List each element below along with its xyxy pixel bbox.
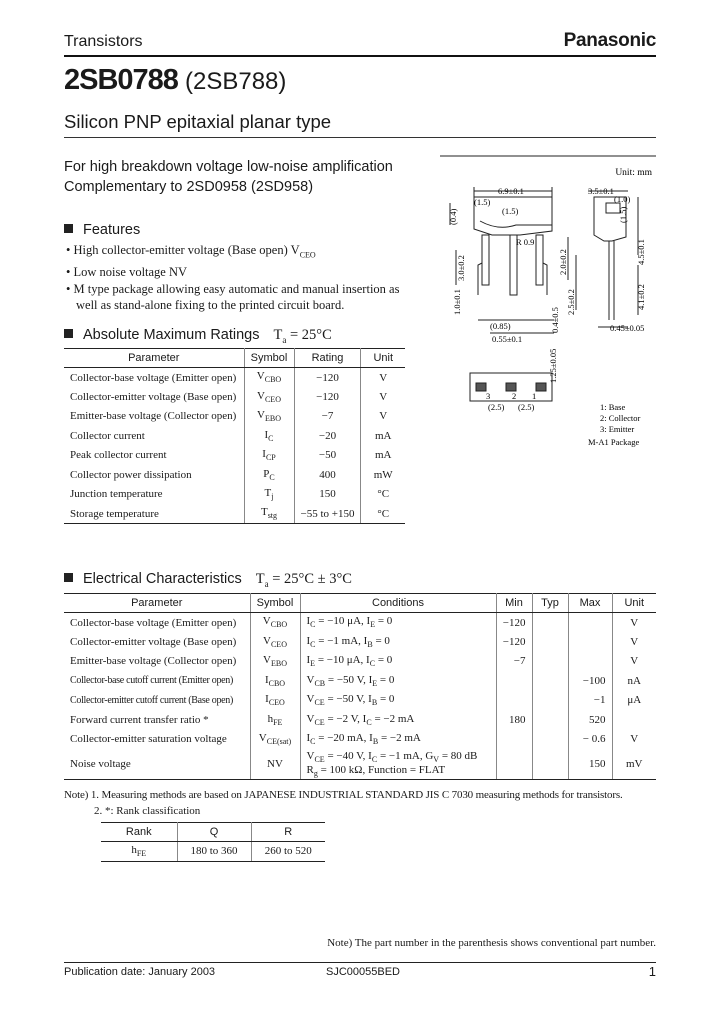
publication-date: Publication date: January 2003 xyxy=(64,966,216,978)
typ-cell xyxy=(532,632,568,652)
rank-row-label: $h_{FE}$ xyxy=(101,842,177,862)
parameter-cell: Forward current transfer ratio * xyxy=(64,710,250,730)
elec-title: Electrical Characteristics $T_a = 25^\circ C \pm 3^\circ C$ xyxy=(64,571,352,589)
symbol-cell: $V_{CBO}$ xyxy=(250,613,300,633)
svg-text:(1.5): (1.5) xyxy=(502,206,519,216)
rank-r-value: 260 to 520 xyxy=(251,842,325,862)
svg-text:(1.5): (1.5) xyxy=(474,197,491,207)
unit-cell: V xyxy=(379,410,388,423)
unit-cell: V xyxy=(630,655,639,668)
elec-condition: $T_a = 25^\circ C \pm 3^\circ C$ xyxy=(255,571,352,589)
note-1: Note) 1. Measuring methods are based on JAPANESE INDUSTRIAL STANDARD JIS C 7030 measuring methods for transistors. xyxy=(64,789,623,801)
typ-cell xyxy=(532,691,568,711)
features-title: Features xyxy=(64,222,140,238)
symbol-cell: $h_{FE}$ xyxy=(250,710,300,730)
table-row xyxy=(64,446,405,466)
rating-cell: −120 xyxy=(294,368,361,388)
symbol-cell: $I_{CP}$ xyxy=(244,446,294,466)
conditions-cell: $I_C = -10$ μA, $I_E = 0$ xyxy=(300,613,496,633)
brand-logo: Panasonic xyxy=(563,30,656,51)
typ-cell xyxy=(532,710,568,730)
table-row xyxy=(64,368,405,388)
parameter-cell: Collector-emitter saturation voltage xyxy=(64,730,250,750)
part-subtitle: Silicon PNP epitaxial planar type xyxy=(64,111,332,132)
unit-cell xyxy=(612,710,656,730)
max-cell xyxy=(568,652,612,672)
section-bullet-icon xyxy=(64,573,73,582)
parameter-cell: Storage temperature xyxy=(64,504,244,524)
part-number xyxy=(64,64,286,97)
svg-text:3: Emitter: 3: Emitter xyxy=(600,424,635,434)
typ-cell xyxy=(532,730,568,750)
symbol-cell: $V_{EBO}$ xyxy=(244,407,294,427)
max-cell: −1 xyxy=(568,691,612,711)
svg-text:2: Collector: 2: Collector xyxy=(600,413,641,423)
symbol-cell: $I_{CBO}$ xyxy=(250,671,300,691)
rank-table: Rank Q R $h_{FE}$ 180 to 360 260 to 520 xyxy=(101,822,325,862)
conditions-cell: $I_C = -20$ mA, $I_B = -2$ mA xyxy=(300,730,496,750)
svg-text:(0.4): (0.4) xyxy=(448,208,458,225)
svg-text:0.45±0.05: 0.45±0.05 xyxy=(610,323,645,333)
unit-cell: V xyxy=(630,733,639,746)
svg-text:3.0±0.2: 3.0±0.2 xyxy=(456,255,466,281)
min-cell: −7 xyxy=(496,652,532,672)
parameter-cell: Emitter-base voltage (Collector open) xyxy=(64,652,250,672)
parameter-cell: Junction temperature xyxy=(64,485,244,505)
rating-cell: 150 xyxy=(294,485,361,505)
symbol-cell: NV xyxy=(250,749,300,780)
rating-cell: −55 to +150 xyxy=(294,504,361,524)
feature-item: • High collector-emitter voltage (Base open) $V_{CEO}$ xyxy=(66,243,316,260)
section-bullet-icon xyxy=(64,329,73,338)
svg-text:(1.5): (1.5) xyxy=(618,206,628,223)
conditions-cell: $V_{CE} = -2$ V, $I_C = -2$ mA xyxy=(300,710,496,730)
parameter-cell: Collector-base voltage (Emitter open) xyxy=(64,368,244,388)
unit-cell: mW xyxy=(373,468,393,481)
svg-text:2.5±0.2: 2.5±0.2 xyxy=(566,289,576,315)
svg-text:(1.0): (1.0) xyxy=(614,194,631,204)
symbol-cell: $V_{CEO}$ xyxy=(250,632,300,652)
rating-cell: 400 xyxy=(294,465,361,485)
symbol-cell: $V_{CE(sat)}$ xyxy=(250,730,300,750)
package-outline-diagram xyxy=(428,155,658,455)
footer-note: Note) The part number in the parenthesis shows conventional part number. xyxy=(327,937,656,949)
typ-cell xyxy=(532,613,568,633)
parameter-cell: Collector power dissipation xyxy=(64,465,244,485)
features-list xyxy=(66,242,416,314)
parameter-cell: Collector-emitter voltage (Base open) xyxy=(64,632,250,652)
parameter-cell: Peak collector current xyxy=(64,446,244,466)
svg-text:4.1±0.2: 4.1±0.2 xyxy=(636,284,646,310)
symbol-cell: $V_{EBO}$ xyxy=(250,652,300,672)
svg-text:1: 1 xyxy=(532,391,537,401)
svg-text:6.9±0.1: 6.9±0.1 xyxy=(498,186,524,196)
feature-item: • M type package allowing easy automatic and manual insertion as well as stand-alone fixing to the printed circuit board. xyxy=(66,281,400,312)
svg-text:1: Base: 1: Base xyxy=(600,402,626,412)
min-cell: −120 xyxy=(496,632,532,652)
parameter-cell: Collector-emitter cutoff current (Base open) xyxy=(64,691,250,711)
min-cell xyxy=(496,749,532,780)
parameter-cell: Collector-base cutoff current (Emitter open) xyxy=(64,671,250,691)
conditions-cell: $V_{CE} = -50$ V, $I_B = 0$ xyxy=(300,691,496,711)
table-row xyxy=(64,485,405,505)
unit-cell: mA xyxy=(374,449,392,462)
conditions-cell: $V_{CB} = -50$ V, $I_E = 0$ xyxy=(300,671,496,691)
max-cell xyxy=(568,632,612,652)
rating-cell: −20 xyxy=(294,426,361,446)
typ-cell xyxy=(532,652,568,672)
table-row xyxy=(64,671,656,691)
rating-cell: −7 xyxy=(294,407,361,427)
unit-cell: μA xyxy=(627,694,642,707)
rank-q-value: 180 to 360 xyxy=(177,842,251,862)
typ-cell xyxy=(532,749,568,780)
table-row xyxy=(64,504,405,524)
table-row xyxy=(64,652,656,672)
table-row xyxy=(64,632,656,652)
svg-text:2: 2 xyxy=(512,391,517,401)
max-cell: −100 xyxy=(568,671,612,691)
symbol-cell: $I_C$ xyxy=(244,426,294,446)
table-row xyxy=(64,691,656,711)
conditions-cell: $V_{CE} = -40$ V, $I_C = -1$ mA, $G_V = 80$ dB $R_g = 100$ kΩ, Function = FLAT xyxy=(300,749,496,780)
svg-text:3.5±0.1: 3.5±0.1 xyxy=(588,186,614,196)
subtitle-rule xyxy=(64,137,656,138)
svg-text:(2.5): (2.5) xyxy=(518,402,535,412)
min-cell xyxy=(496,691,532,711)
parameter-cell: Collector current xyxy=(64,426,244,446)
max-cell: − 0.6 xyxy=(568,730,612,750)
unit-cell: V xyxy=(630,635,639,648)
parameter-cell: Emitter-base voltage (Collector open) xyxy=(64,407,244,427)
footer-rule xyxy=(64,962,656,963)
rating-cell: −120 xyxy=(294,387,361,407)
section-bullet-icon xyxy=(64,224,73,233)
min-cell xyxy=(496,671,532,691)
symbol-cell: $T_{stg}$ xyxy=(244,504,294,524)
parameter-cell: Noise voltage xyxy=(64,749,250,780)
svg-text:1.25±0.05: 1.25±0.05 xyxy=(548,348,558,383)
part-number-main: 2SB0788 xyxy=(64,64,178,96)
symbol-cell: $I_{CEO}$ xyxy=(250,691,300,711)
symbol-cell: $V_{CBO}$ xyxy=(244,368,294,388)
abs-max-table: Parameter Symbol Rating Unit Collector-base voltage (Emitter open) $V_{CBO}$ −120 V Collector-emitter voltage (Base open) $V_{CEO}$ −120 V Emitter-base voltage (Collector open) $V_{EBO}$ −7 V Collector current $I_C$ −20 mA Peak collector current $I_{CP}$ −50 mA Collector power dissipation $P_C$ 400 mW Junction temperature $T_j$ 150 °C Storage temperature $T_{stg}$ −55 to +150 °C xyxy=(64,348,405,524)
parameter-cell: Collector-emitter voltage (Base open) xyxy=(64,387,244,407)
svg-text:0.55±0.1: 0.55±0.1 xyxy=(492,334,523,344)
table-row xyxy=(64,426,405,446)
typ-cell xyxy=(532,671,568,691)
table-row xyxy=(64,465,405,485)
abs-max-title: Absolute Maximum Ratings $T_a = 25^\circ C$ xyxy=(64,327,332,345)
min-cell: 180 xyxy=(496,710,532,730)
unit-cell: mA xyxy=(374,429,392,442)
table-row xyxy=(64,749,656,780)
svg-text:0.4±0.5: 0.4±0.5 xyxy=(550,307,560,333)
table-row xyxy=(64,730,656,750)
application-line-1: For high breakdown voltage low-noise amplification xyxy=(64,159,393,175)
symbol-cell: $T_j$ xyxy=(244,485,294,505)
table-row xyxy=(64,387,405,407)
unit-cell: °C xyxy=(361,504,405,524)
min-cell xyxy=(496,730,532,750)
feature-item: • Low noise voltage NV xyxy=(66,265,188,279)
application-line-2: Complementary to 2SD0958 (2SD958) xyxy=(64,179,314,195)
max-cell: 150 xyxy=(568,749,612,780)
category-label: Transistors xyxy=(64,33,143,50)
unit-label: Unit: mm xyxy=(615,168,652,178)
symbol-cell: $P_C$ xyxy=(244,465,294,485)
unit-cell: V xyxy=(379,390,388,403)
unit-cell: nA xyxy=(627,674,641,687)
elec-table: Parameter Symbol Conditions Min Typ Max Unit Collector-base voltage (Emitter open) $V_{CBO}$ $I_C = -10$ μA, $I_E = 0$ −120 V Collector-emitter voltage (Base open) $V_{CEO}$ $I_C = -1$ mA, $I_B = 0$ −120 V Emitter-base voltage (Collector open) $V_{EBO}$ $I_E = -10$ μA, $I_C = 0$ −7 V Collector-base cutoff current (Emitter open) $I_{CBO}$ $V_{CB} = -50$ V, $I_E = 0$ −100 nA Collector-emitter cutoff current (Base open) $I_{CEO}$ $V_{CE} = -50$ V, $I_B = 0$ −1 μA Forward current transfer ratio * $h_{FE}$ $V_{CE} = -2$ V, $I_C = -2$ mA 180 520 Collector-emitter saturation voltage $V_{CE(sat)}$ $I_C = -20$ mA, $I_B = -2$ mA − 0.6 V Noise voltage NV $V_{CE} = -40$ V, $I_C = -1$ mA, $G_V = 80$ dB $R_g = 100$ kΩ, Function = FLAT 150 mV xyxy=(64,593,656,780)
table-row xyxy=(64,710,656,730)
unit-cell: V xyxy=(630,616,639,629)
min-cell: −120 xyxy=(496,613,532,633)
unit-cell: V xyxy=(379,371,388,384)
svg-text:M-A1 Package: M-A1 Package xyxy=(588,437,640,447)
svg-text:(2.5): (2.5) xyxy=(488,402,505,412)
document-code: SJC00055BED xyxy=(326,966,400,978)
parameter-cell: Collector-base voltage (Emitter open) xyxy=(64,613,250,633)
rating-cell: −50 xyxy=(294,446,361,466)
conditions-cell: $I_C = -1$ mA, $I_B = 0$ xyxy=(300,632,496,652)
part-number-conventional: (2SB788) xyxy=(185,68,287,95)
svg-text:4.5±0.1: 4.5±0.1 xyxy=(636,239,646,265)
table-row xyxy=(64,613,656,633)
svg-text:2.0±0.2: 2.0±0.2 xyxy=(558,249,568,275)
note-2: 2. *: Rank classification xyxy=(94,805,201,817)
svg-text:3: 3 xyxy=(486,391,491,401)
symbol-cell: $V_{CEO}$ xyxy=(244,387,294,407)
page-number: 1 xyxy=(648,964,656,979)
conditions-cell: $I_E = -10$ μA, $I_C = 0$ xyxy=(300,652,496,672)
table-row xyxy=(64,407,405,427)
svg-text:1.0±0.1: 1.0±0.1 xyxy=(452,289,462,315)
unit-cell: °C xyxy=(377,488,390,501)
unit-cell: mV xyxy=(612,749,656,780)
max-cell xyxy=(568,613,612,633)
header-rule xyxy=(64,55,656,57)
svg-text:R 0.9: R 0.9 xyxy=(516,237,535,247)
abs-max-condition: $T_a = 25^\circ C$ xyxy=(273,327,332,345)
max-cell: 520 xyxy=(568,710,612,730)
svg-text:(0.85): (0.85) xyxy=(490,321,511,331)
